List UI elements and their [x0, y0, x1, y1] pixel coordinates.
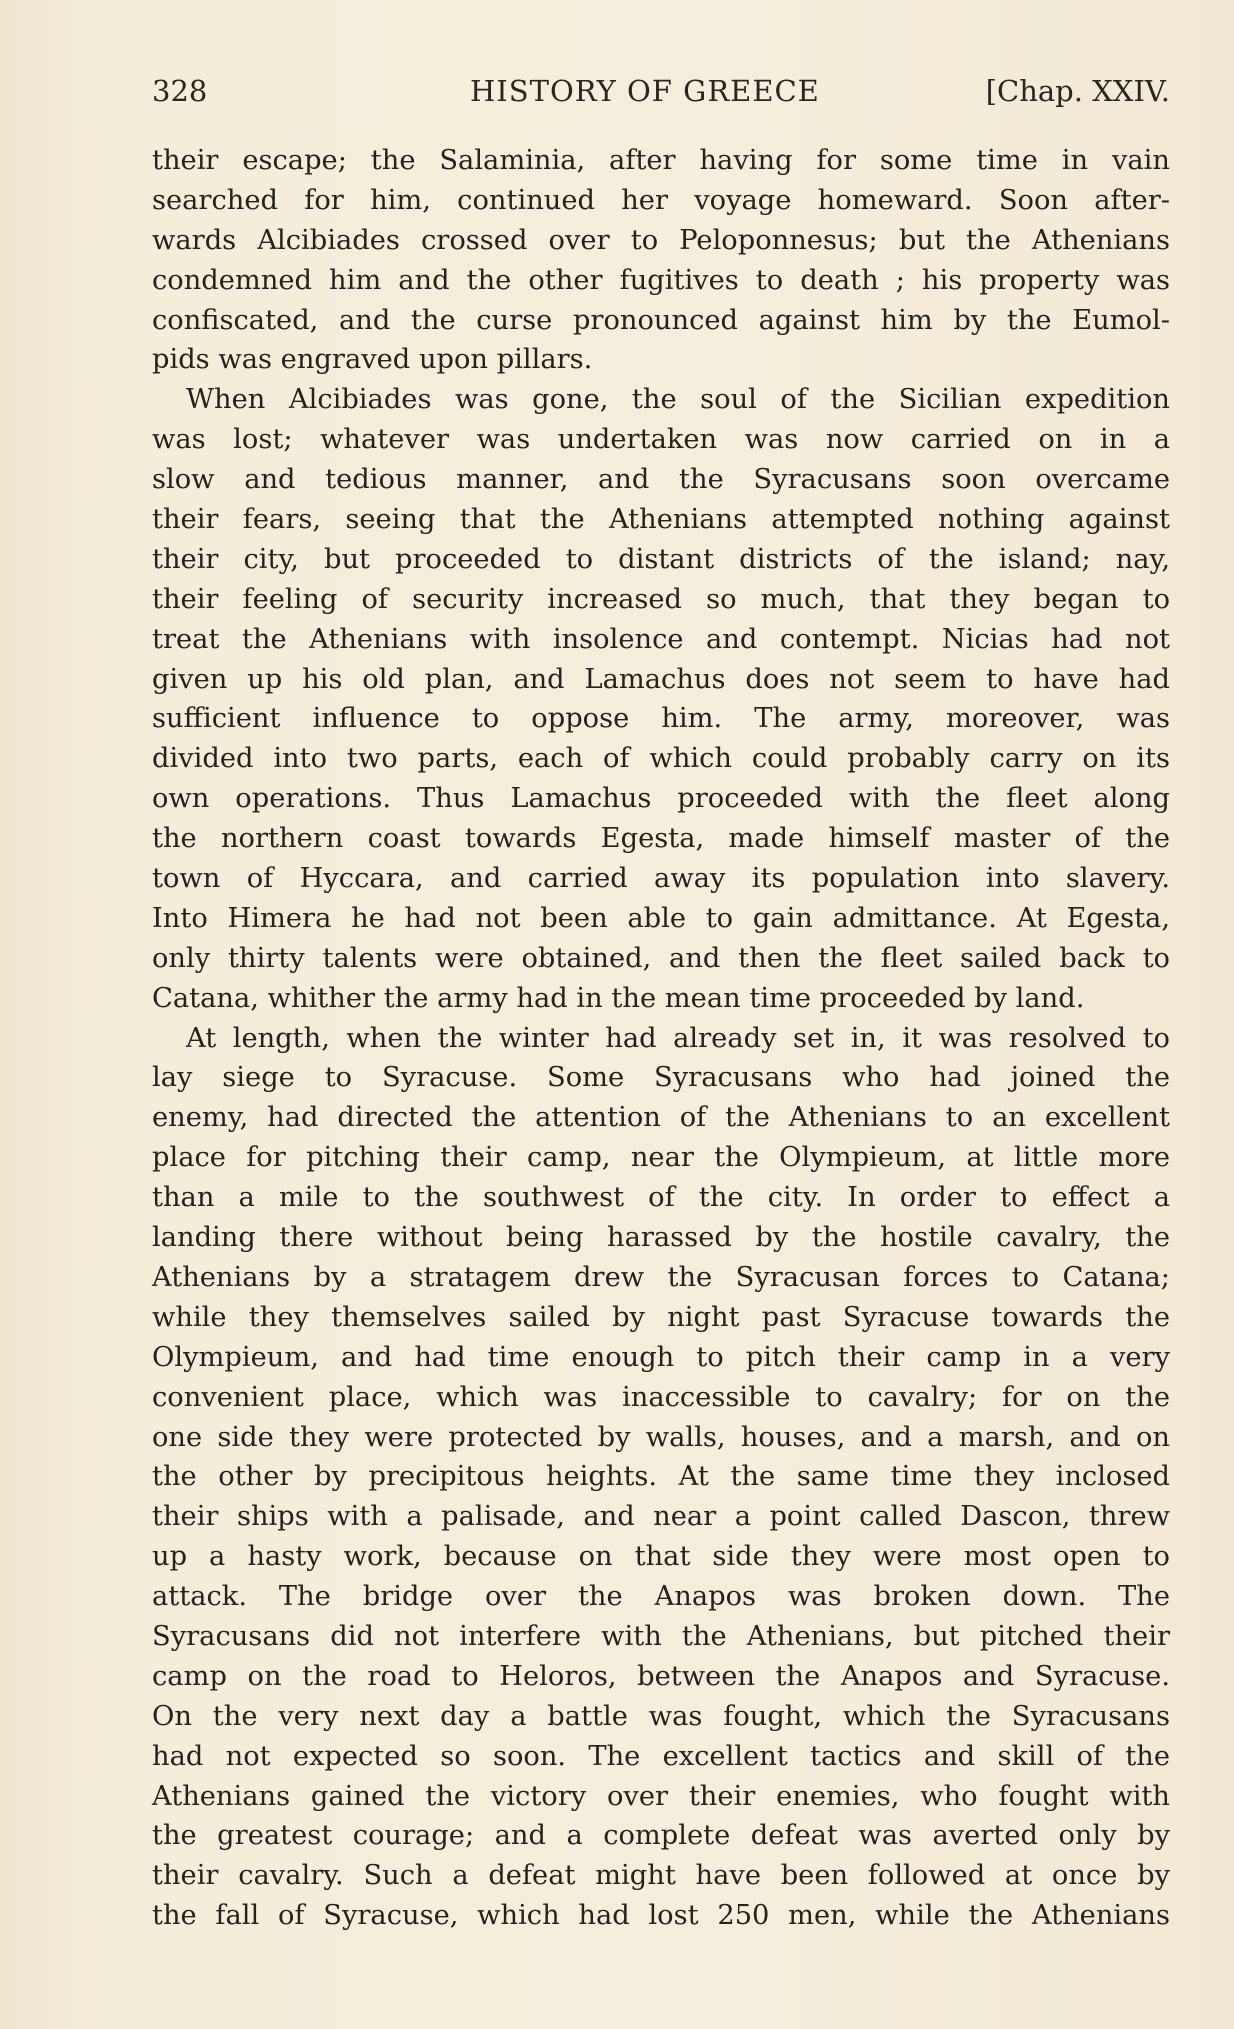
text-line: wards Alcibiades crossed over to Peloponnesus; but the Athenians	[152, 224, 1170, 256]
text-line: enemy, had directed the attention of the Athenians to an excellent	[152, 1102, 1170, 1134]
text-line: only thirty talents were obtained, and then the fleet sailed back to	[152, 942, 1170, 974]
text-line: their fears, seeing that the Athenians attempted nothing against	[152, 504, 1170, 536]
text-line: place for pitching their camp, near the Olympieum, at little more	[152, 1142, 1170, 1174]
text-line: condemned him and the other fugitives to death ; his property was	[152, 264, 1170, 296]
text-line: At length, when the winter had already set in, it was resolved to	[186, 1022, 1170, 1054]
text-line: had not expected so soon. The excellent tactics and skill of the	[152, 1740, 1170, 1772]
text-line: their ships with a palisade, and near a point called Dascon, threw	[152, 1501, 1170, 1533]
running-header	[152, 66, 1170, 114]
text-line: slow and tedious manner, and the Syracusans soon overcame	[152, 464, 1170, 496]
body-text	[152, 141, 1170, 1936]
text-line: the greatest courage; and a complete defeat was averted only by	[152, 1820, 1170, 1852]
text-line: convenient place, which was inaccessible to cavalry; for on the	[152, 1381, 1170, 1413]
page-number: 328	[152, 74, 208, 108]
chapter-label: [Chap. XXIV.	[985, 74, 1170, 108]
running-title: HISTORY OF GREECE	[470, 74, 820, 108]
text-line: lay siege to Syracuse. Some Syracusans who had joined the	[152, 1062, 1170, 1094]
text-line: one side they were protected by walls, houses, and a marsh, and on	[152, 1421, 1170, 1453]
text-line: confiscated, and the curse pronounced against him by the Eumol-	[152, 304, 1170, 336]
text-line: divided into two parts, each of which could probably carry on its	[152, 743, 1170, 775]
text-line: Into Himera he had not been able to gain admittance. At Egesta,	[152, 902, 1170, 934]
text-line: town of Hyccara, and carried away its population into slavery.	[152, 863, 1170, 895]
text-line: On the very next day a battle was fought, which the Syracusans	[152, 1700, 1170, 1732]
text-line: than a mile to the southwest of the city. In order to effect a	[152, 1182, 1170, 1214]
text-line: the northern coast towards Egesta, made himself master of the	[152, 823, 1170, 855]
text-line: treat the Athenians with insolence and contempt. Nicias had not	[152, 623, 1170, 655]
text-line: Athenians by a stratagem drew the Syracusan forces to Catana;	[152, 1261, 1170, 1293]
text-line: was lost; whatever was undertaken was now carried on in a	[152, 424, 1170, 456]
text-line: Catana, whither the army had in the mean time proceeded by land.	[152, 982, 1085, 1014]
text-line: their feeling of security increased so much, that they began to	[152, 583, 1170, 615]
text-line: up a hasty work, because on that side they were most open to	[152, 1541, 1170, 1573]
text-line: the fall of Syracuse, which had lost 250 men, while the Athenians	[152, 1900, 1170, 1932]
text-line: camp on the road to Heloros, between the Anapos and Syracuse.	[152, 1660, 1170, 1692]
text-line: pids was engraved upon pillars.	[152, 344, 593, 376]
text-line: attack. The bridge over the Anapos was broken down. The	[152, 1581, 1170, 1613]
text-line: their escape; the Salaminia, after having for some time in vain	[152, 145, 1170, 176]
text-line: searched for him, continued her voyage homeward. Soon after-	[152, 184, 1170, 216]
text-line: own operations. Thus Lamachus proceeded with the fleet along	[152, 783, 1170, 815]
text-line: landing there without being harassed by the hostile cavalry, the	[152, 1222, 1170, 1254]
text-line: Syracusans did not interfere with the Athenians, but pitched their	[152, 1620, 1170, 1652]
text-line: When Alcibiades was gone, the soul of the Sicilian expedition	[186, 384, 1170, 416]
text-line: Olympieum, and had time enough to pitch their camp in a very	[152, 1341, 1170, 1373]
text-line: while they themselves sailed by night past Syracuse towards the	[152, 1301, 1170, 1333]
text-line: sufficient influence to oppose him. The army, moreover, was	[152, 703, 1170, 735]
text-line: their cavalry. Such a defeat might have been followed at once by	[152, 1860, 1170, 1892]
text-line: the other by precipitous heights. At the same time they inclosed	[152, 1461, 1170, 1493]
text-line: Athenians gained the victory over their enemies, who fought with	[152, 1780, 1170, 1812]
text-line: their city, but proceeded to distant districts of the island; nay,	[152, 543, 1170, 575]
text-line: given up his old plan, and Lamachus does not seem to have had	[152, 663, 1170, 695]
